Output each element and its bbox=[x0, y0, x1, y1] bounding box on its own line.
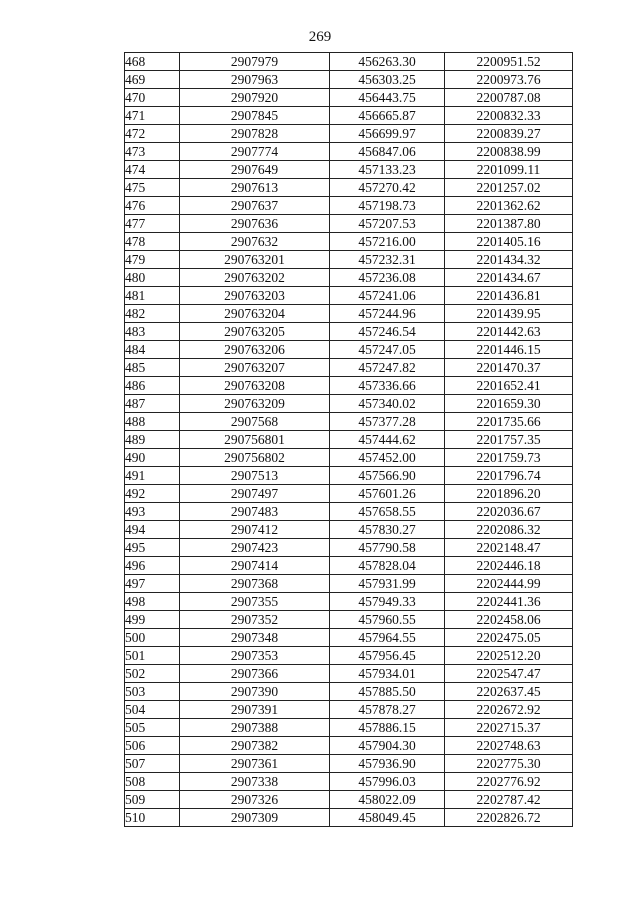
table-row bbox=[125, 485, 573, 503]
y-coordinate-cell: 2202637.45 bbox=[445, 683, 573, 701]
point-id-cell: 2907920 bbox=[180, 89, 330, 107]
row-number-cell: 495 bbox=[125, 539, 180, 557]
row-number-cell: 504 bbox=[125, 701, 180, 719]
row-number-cell: 498 bbox=[125, 593, 180, 611]
x-coordinate-cell: 457996.03 bbox=[330, 773, 445, 791]
point-id-cell: 2907632 bbox=[180, 233, 330, 251]
table-row bbox=[125, 125, 573, 143]
y-coordinate-cell: 2201434.67 bbox=[445, 269, 573, 287]
point-id-cell: 2907649 bbox=[180, 161, 330, 179]
y-coordinate-cell: 2201436.81 bbox=[445, 287, 573, 305]
page-number: 269 bbox=[308, 29, 332, 45]
point-id-cell: 2907963 bbox=[180, 71, 330, 89]
point-id-cell: 2907382 bbox=[180, 737, 330, 755]
y-coordinate-cell: 2202458.06 bbox=[445, 611, 573, 629]
table-row bbox=[125, 647, 573, 665]
point-id-cell: 2907361 bbox=[180, 755, 330, 773]
point-id-cell: 2907412 bbox=[180, 521, 330, 539]
y-coordinate-cell: 2201759.73 bbox=[445, 449, 573, 467]
point-id-cell: 2907423 bbox=[180, 539, 330, 557]
y-coordinate-cell: 2201735.66 bbox=[445, 413, 573, 431]
row-number-cell: 493 bbox=[125, 503, 180, 521]
row-number-cell: 469 bbox=[125, 71, 180, 89]
row-number-cell: 486 bbox=[125, 377, 180, 395]
row-number-cell: 508 bbox=[125, 773, 180, 791]
y-coordinate-cell: 2202036.67 bbox=[445, 503, 573, 521]
table-row bbox=[125, 377, 573, 395]
point-id-cell: 2907497 bbox=[180, 485, 330, 503]
y-coordinate-cell: 2200951.52 bbox=[445, 53, 573, 71]
table-row bbox=[125, 89, 573, 107]
y-coordinate-cell: 2202475.05 bbox=[445, 629, 573, 647]
table-row bbox=[125, 233, 573, 251]
x-coordinate-cell: 457246.54 bbox=[330, 323, 445, 341]
row-number-cell: 476 bbox=[125, 197, 180, 215]
y-coordinate-cell: 2201652.41 bbox=[445, 377, 573, 395]
y-coordinate-cell: 2201470.37 bbox=[445, 359, 573, 377]
x-coordinate-cell: 457247.05 bbox=[330, 341, 445, 359]
x-coordinate-cell: 458022.09 bbox=[330, 791, 445, 809]
row-number-cell: 470 bbox=[125, 89, 180, 107]
table-row bbox=[125, 701, 573, 719]
table-row bbox=[125, 215, 573, 233]
row-number-cell: 500 bbox=[125, 629, 180, 647]
x-coordinate-cell: 457216.00 bbox=[330, 233, 445, 251]
row-number-cell: 507 bbox=[125, 755, 180, 773]
x-coordinate-cell: 457956.45 bbox=[330, 647, 445, 665]
x-coordinate-cell: 457340.02 bbox=[330, 395, 445, 413]
point-id-cell: 290763201 bbox=[180, 251, 330, 269]
row-number-cell: 494 bbox=[125, 521, 180, 539]
y-coordinate-cell: 2201896.20 bbox=[445, 485, 573, 503]
table-row bbox=[125, 287, 573, 305]
x-coordinate-cell: 457960.55 bbox=[330, 611, 445, 629]
y-coordinate-cell: 2202086.32 bbox=[445, 521, 573, 539]
table-row bbox=[125, 323, 573, 341]
x-coordinate-cell: 457452.00 bbox=[330, 449, 445, 467]
x-coordinate-cell: 456263.30 bbox=[330, 53, 445, 71]
y-coordinate-cell: 2201434.32 bbox=[445, 251, 573, 269]
x-coordinate-cell: 456665.87 bbox=[330, 107, 445, 125]
point-id-cell: 290763209 bbox=[180, 395, 330, 413]
table-row bbox=[125, 341, 573, 359]
table-row bbox=[125, 755, 573, 773]
point-id-cell: 2907636 bbox=[180, 215, 330, 233]
table-row bbox=[125, 557, 573, 575]
x-coordinate-cell: 457658.55 bbox=[330, 503, 445, 521]
x-coordinate-cell: 456443.75 bbox=[330, 89, 445, 107]
point-id-cell: 2907774 bbox=[180, 143, 330, 161]
row-number-cell: 487 bbox=[125, 395, 180, 413]
point-id-cell: 2907483 bbox=[180, 503, 330, 521]
x-coordinate-cell: 457886.15 bbox=[330, 719, 445, 737]
y-coordinate-cell: 2202776.92 bbox=[445, 773, 573, 791]
table-row bbox=[125, 593, 573, 611]
y-coordinate-cell: 2201446.15 bbox=[445, 341, 573, 359]
y-coordinate-cell: 2202826.72 bbox=[445, 809, 573, 827]
y-coordinate-cell: 2200839.27 bbox=[445, 125, 573, 143]
y-coordinate-cell: 2201387.80 bbox=[445, 215, 573, 233]
point-id-cell: 2907326 bbox=[180, 791, 330, 809]
point-id-cell: 290763206 bbox=[180, 341, 330, 359]
table-row bbox=[125, 665, 573, 683]
point-id-cell: 290756801 bbox=[180, 431, 330, 449]
row-number-cell: 472 bbox=[125, 125, 180, 143]
y-coordinate-cell: 2201362.62 bbox=[445, 197, 573, 215]
x-coordinate-cell: 457885.50 bbox=[330, 683, 445, 701]
point-id-cell: 2907368 bbox=[180, 575, 330, 593]
point-id-cell: 2907348 bbox=[180, 629, 330, 647]
y-coordinate-cell: 2201257.02 bbox=[445, 179, 573, 197]
table-row bbox=[125, 773, 573, 791]
row-number-cell: 491 bbox=[125, 467, 180, 485]
y-coordinate-cell: 2200832.33 bbox=[445, 107, 573, 125]
x-coordinate-cell: 457232.31 bbox=[330, 251, 445, 269]
row-number-cell: 474 bbox=[125, 161, 180, 179]
point-id-cell: 2907390 bbox=[180, 683, 330, 701]
point-id-cell: 2907355 bbox=[180, 593, 330, 611]
row-number-cell: 501 bbox=[125, 647, 180, 665]
table-row bbox=[125, 179, 573, 197]
x-coordinate-cell: 457207.53 bbox=[330, 215, 445, 233]
row-number-cell: 471 bbox=[125, 107, 180, 125]
row-number-cell: 484 bbox=[125, 341, 180, 359]
table-row bbox=[125, 143, 573, 161]
x-coordinate-cell: 456847.06 bbox=[330, 143, 445, 161]
y-coordinate-cell: 2202672.92 bbox=[445, 701, 573, 719]
table-row bbox=[125, 161, 573, 179]
x-coordinate-cell: 457336.66 bbox=[330, 377, 445, 395]
row-number-cell: 480 bbox=[125, 269, 180, 287]
row-number-cell: 479 bbox=[125, 251, 180, 269]
row-number-cell: 475 bbox=[125, 179, 180, 197]
point-id-cell: 2907637 bbox=[180, 197, 330, 215]
table-row bbox=[125, 521, 573, 539]
row-number-cell: 477 bbox=[125, 215, 180, 233]
x-coordinate-cell: 457964.55 bbox=[330, 629, 445, 647]
y-coordinate-cell: 2202444.99 bbox=[445, 575, 573, 593]
y-coordinate-cell: 2201439.95 bbox=[445, 305, 573, 323]
x-coordinate-cell: 458049.45 bbox=[330, 809, 445, 827]
point-id-cell: 290763208 bbox=[180, 377, 330, 395]
y-coordinate-cell: 2202547.47 bbox=[445, 665, 573, 683]
y-coordinate-cell: 2202446.18 bbox=[445, 557, 573, 575]
point-id-cell: 2907979 bbox=[180, 53, 330, 71]
point-id-cell: 2907309 bbox=[180, 809, 330, 827]
point-id-cell: 2907513 bbox=[180, 467, 330, 485]
row-number-cell: 482 bbox=[125, 305, 180, 323]
y-coordinate-cell: 2201659.30 bbox=[445, 395, 573, 413]
x-coordinate-cell: 457244.96 bbox=[330, 305, 445, 323]
y-coordinate-cell: 2202715.37 bbox=[445, 719, 573, 737]
x-coordinate-cell: 457931.99 bbox=[330, 575, 445, 593]
row-number-cell: 481 bbox=[125, 287, 180, 305]
y-coordinate-cell: 2201405.16 bbox=[445, 233, 573, 251]
y-coordinate-cell: 2200787.08 bbox=[445, 89, 573, 107]
row-number-cell: 485 bbox=[125, 359, 180, 377]
y-coordinate-cell: 2202775.30 bbox=[445, 755, 573, 773]
row-number-cell: 506 bbox=[125, 737, 180, 755]
table-row bbox=[125, 269, 573, 287]
point-id-cell: 2907568 bbox=[180, 413, 330, 431]
table-row bbox=[125, 575, 573, 593]
table-row bbox=[125, 71, 573, 89]
x-coordinate-cell: 457247.82 bbox=[330, 359, 445, 377]
row-number-cell: 488 bbox=[125, 413, 180, 431]
table-row bbox=[125, 305, 573, 323]
table-row bbox=[125, 611, 573, 629]
coordinates-table-body bbox=[125, 53, 573, 827]
table-row bbox=[125, 539, 573, 557]
point-id-cell: 2907414 bbox=[180, 557, 330, 575]
point-id-cell: 2907828 bbox=[180, 125, 330, 143]
coordinates-table bbox=[124, 52, 573, 827]
row-number-cell: 496 bbox=[125, 557, 180, 575]
table-row bbox=[125, 629, 573, 647]
y-coordinate-cell: 2202787.42 bbox=[445, 791, 573, 809]
x-coordinate-cell: 457133.23 bbox=[330, 161, 445, 179]
y-coordinate-cell: 2201442.63 bbox=[445, 323, 573, 341]
x-coordinate-cell: 457236.08 bbox=[330, 269, 445, 287]
table-row bbox=[125, 53, 573, 71]
y-coordinate-cell: 2200838.99 bbox=[445, 143, 573, 161]
x-coordinate-cell: 457444.62 bbox=[330, 431, 445, 449]
row-number-cell: 490 bbox=[125, 449, 180, 467]
point-id-cell: 2907353 bbox=[180, 647, 330, 665]
table-row bbox=[125, 503, 573, 521]
table-row bbox=[125, 449, 573, 467]
row-number-cell: 509 bbox=[125, 791, 180, 809]
x-coordinate-cell: 457241.06 bbox=[330, 287, 445, 305]
point-id-cell: 2907366 bbox=[180, 665, 330, 683]
x-coordinate-cell: 457830.27 bbox=[330, 521, 445, 539]
x-coordinate-cell: 457936.90 bbox=[330, 755, 445, 773]
row-number-cell: 478 bbox=[125, 233, 180, 251]
row-number-cell: 492 bbox=[125, 485, 180, 503]
row-number-cell: 483 bbox=[125, 323, 180, 341]
row-number-cell: 503 bbox=[125, 683, 180, 701]
point-id-cell: 290763204 bbox=[180, 305, 330, 323]
table-row bbox=[125, 791, 573, 809]
point-id-cell: 2907388 bbox=[180, 719, 330, 737]
row-number-cell: 489 bbox=[125, 431, 180, 449]
y-coordinate-cell: 2201796.74 bbox=[445, 467, 573, 485]
row-number-cell: 510 bbox=[125, 809, 180, 827]
y-coordinate-cell: 2202441.36 bbox=[445, 593, 573, 611]
point-id-cell: 290763205 bbox=[180, 323, 330, 341]
table-row bbox=[125, 107, 573, 125]
x-coordinate-cell: 457270.42 bbox=[330, 179, 445, 197]
x-coordinate-cell: 457377.28 bbox=[330, 413, 445, 431]
x-coordinate-cell: 457566.90 bbox=[330, 467, 445, 485]
table-row bbox=[125, 683, 573, 701]
table-row bbox=[125, 431, 573, 449]
point-id-cell: 290763203 bbox=[180, 287, 330, 305]
y-coordinate-cell: 2200973.76 bbox=[445, 71, 573, 89]
x-coordinate-cell: 456699.97 bbox=[330, 125, 445, 143]
row-number-cell: 468 bbox=[125, 53, 180, 71]
table-row bbox=[125, 413, 573, 431]
point-id-cell: 2907613 bbox=[180, 179, 330, 197]
y-coordinate-cell: 2202512.20 bbox=[445, 647, 573, 665]
row-number-cell: 499 bbox=[125, 611, 180, 629]
row-number-cell: 505 bbox=[125, 719, 180, 737]
x-coordinate-cell: 457949.33 bbox=[330, 593, 445, 611]
x-coordinate-cell: 457878.27 bbox=[330, 701, 445, 719]
row-number-cell: 497 bbox=[125, 575, 180, 593]
x-coordinate-cell: 457904.30 bbox=[330, 737, 445, 755]
point-id-cell: 2907845 bbox=[180, 107, 330, 125]
table-row bbox=[125, 719, 573, 737]
table-row bbox=[125, 809, 573, 827]
x-coordinate-cell: 457601.26 bbox=[330, 485, 445, 503]
y-coordinate-cell: 2202148.47 bbox=[445, 539, 573, 557]
point-id-cell: 290763207 bbox=[180, 359, 330, 377]
table-row bbox=[125, 251, 573, 269]
table-row bbox=[125, 737, 573, 755]
point-id-cell: 290756802 bbox=[180, 449, 330, 467]
point-id-cell: 2907352 bbox=[180, 611, 330, 629]
y-coordinate-cell: 2201757.35 bbox=[445, 431, 573, 449]
table-row bbox=[125, 197, 573, 215]
point-id-cell: 2907391 bbox=[180, 701, 330, 719]
row-number-cell: 502 bbox=[125, 665, 180, 683]
row-number-cell: 473 bbox=[125, 143, 180, 161]
x-coordinate-cell: 457934.01 bbox=[330, 665, 445, 683]
table-row bbox=[125, 467, 573, 485]
table-row bbox=[125, 359, 573, 377]
x-coordinate-cell: 456303.25 bbox=[330, 71, 445, 89]
x-coordinate-cell: 457198.73 bbox=[330, 197, 445, 215]
point-id-cell: 290763202 bbox=[180, 269, 330, 287]
x-coordinate-cell: 457790.58 bbox=[330, 539, 445, 557]
x-coordinate-cell: 457828.04 bbox=[330, 557, 445, 575]
point-id-cell: 2907338 bbox=[180, 773, 330, 791]
y-coordinate-cell: 2201099.11 bbox=[445, 161, 573, 179]
table-row bbox=[125, 395, 573, 413]
y-coordinate-cell: 2202748.63 bbox=[445, 737, 573, 755]
